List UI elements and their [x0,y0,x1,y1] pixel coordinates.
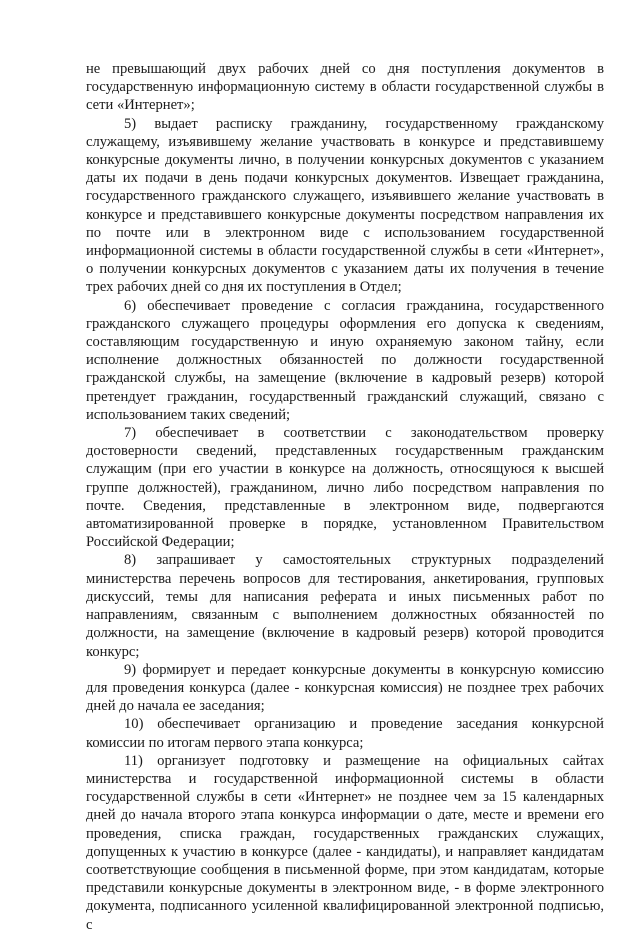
paragraph-item-11: 11) организует подготовку и размещение на официальных сайтах министерства и государственной информационной системы в области государственной службы в сети «Интернет» не позднее чем за 15 календарных дней до начала второго этапа конкурса информации о дате, месте и времени его проведения, списка граждан, государственных гражданских служащих, допущенных к участию в конкурсе (далее - кандидаты), и направляет кандидатам соответствующие сообщения в письменной форме, при этом кандидатам, которые представили конкурсные документы в электронном виде, - в форме электронного документа, подписанного усиленной квалифицированной электронной подписью, с [86,752,604,933]
paragraph-item-5: 5) выдает расписку гражданину, государственному гражданскому служащему, изъявившему желание участвовать в конкурсе и представившему конкурсные документы лично, в получении конкурсных документов с указанием даты их подачи в день подачи конкурсных документов. Извещает гражданина, государственного гражданского служащего, изъявившего желание участвовать в конкурсе и представившего конкурсные документы посредством направления их по почте или в электронном виде с использованием государственной информационной системы в области государственной службы в сети «Интернет», о получении конкурсных документов с указанием даты их получения в течение трех рабочих дней со дня их поступления в Отдел; [86,115,604,296]
paragraph-item-7: 7) обеспечивает в соответствии с законодательством проверку достоверности сведений, представленных государственным гражданским служащим (при его участии в конкурсе на должность, относящуюся к высшей группе должностей), гражданином, лично либо посредством направления по почте. Сведения, представленные в электронном виде, подвергаются автоматизированной проверке в порядке, установленном Правительством Российской Федерации; [86,425,604,551]
paragraph-item-10: 10) обеспечивает организацию и проведение заседания конкурсной комиссии по итогам первого этапа конкурса; [86,716,604,751]
paragraph-item-8: 8) запрашивает у самостоятельных структурных подразделений министерства перечень вопросов для тестирования, анкетирования, групповых дискуссий, темы для написания реферата и иных письменных работ по направлениям, связанным с выполнением должностных обязанностей по должности, на замещение (включение в кадровый резерв) которой проводится конкурс; [86,552,604,660]
paragraph-item-6: 6) обеспечивает проведение с согласия гражданина, государственного гражданского служащего процедуры оформления его допуска к сведениям, составляющим государственную и иную охраняемую законом тайну, если исполнение должностных обязанностей по должности государственной гражданской службы, на замещение (включение в кадровый резерв) которой претендует гражданин, государственный гражданский служащий, связано с использованием таких сведений; [86,297,604,423]
paragraph-continuation: не превышающий двух рабочих дней со дня поступления документов в государственную информационную систему в области государственной службы в сети «Интернет»; [86,61,604,114]
paragraph-item-9: 9) формирует и передает конкурсные документы в конкурсную комиссию для проведения конкурса (далее - конкурсная комиссия) не позднее трех рабочих дней до начала ее заседания; [86,661,604,715]
document-body [86,60,604,934]
